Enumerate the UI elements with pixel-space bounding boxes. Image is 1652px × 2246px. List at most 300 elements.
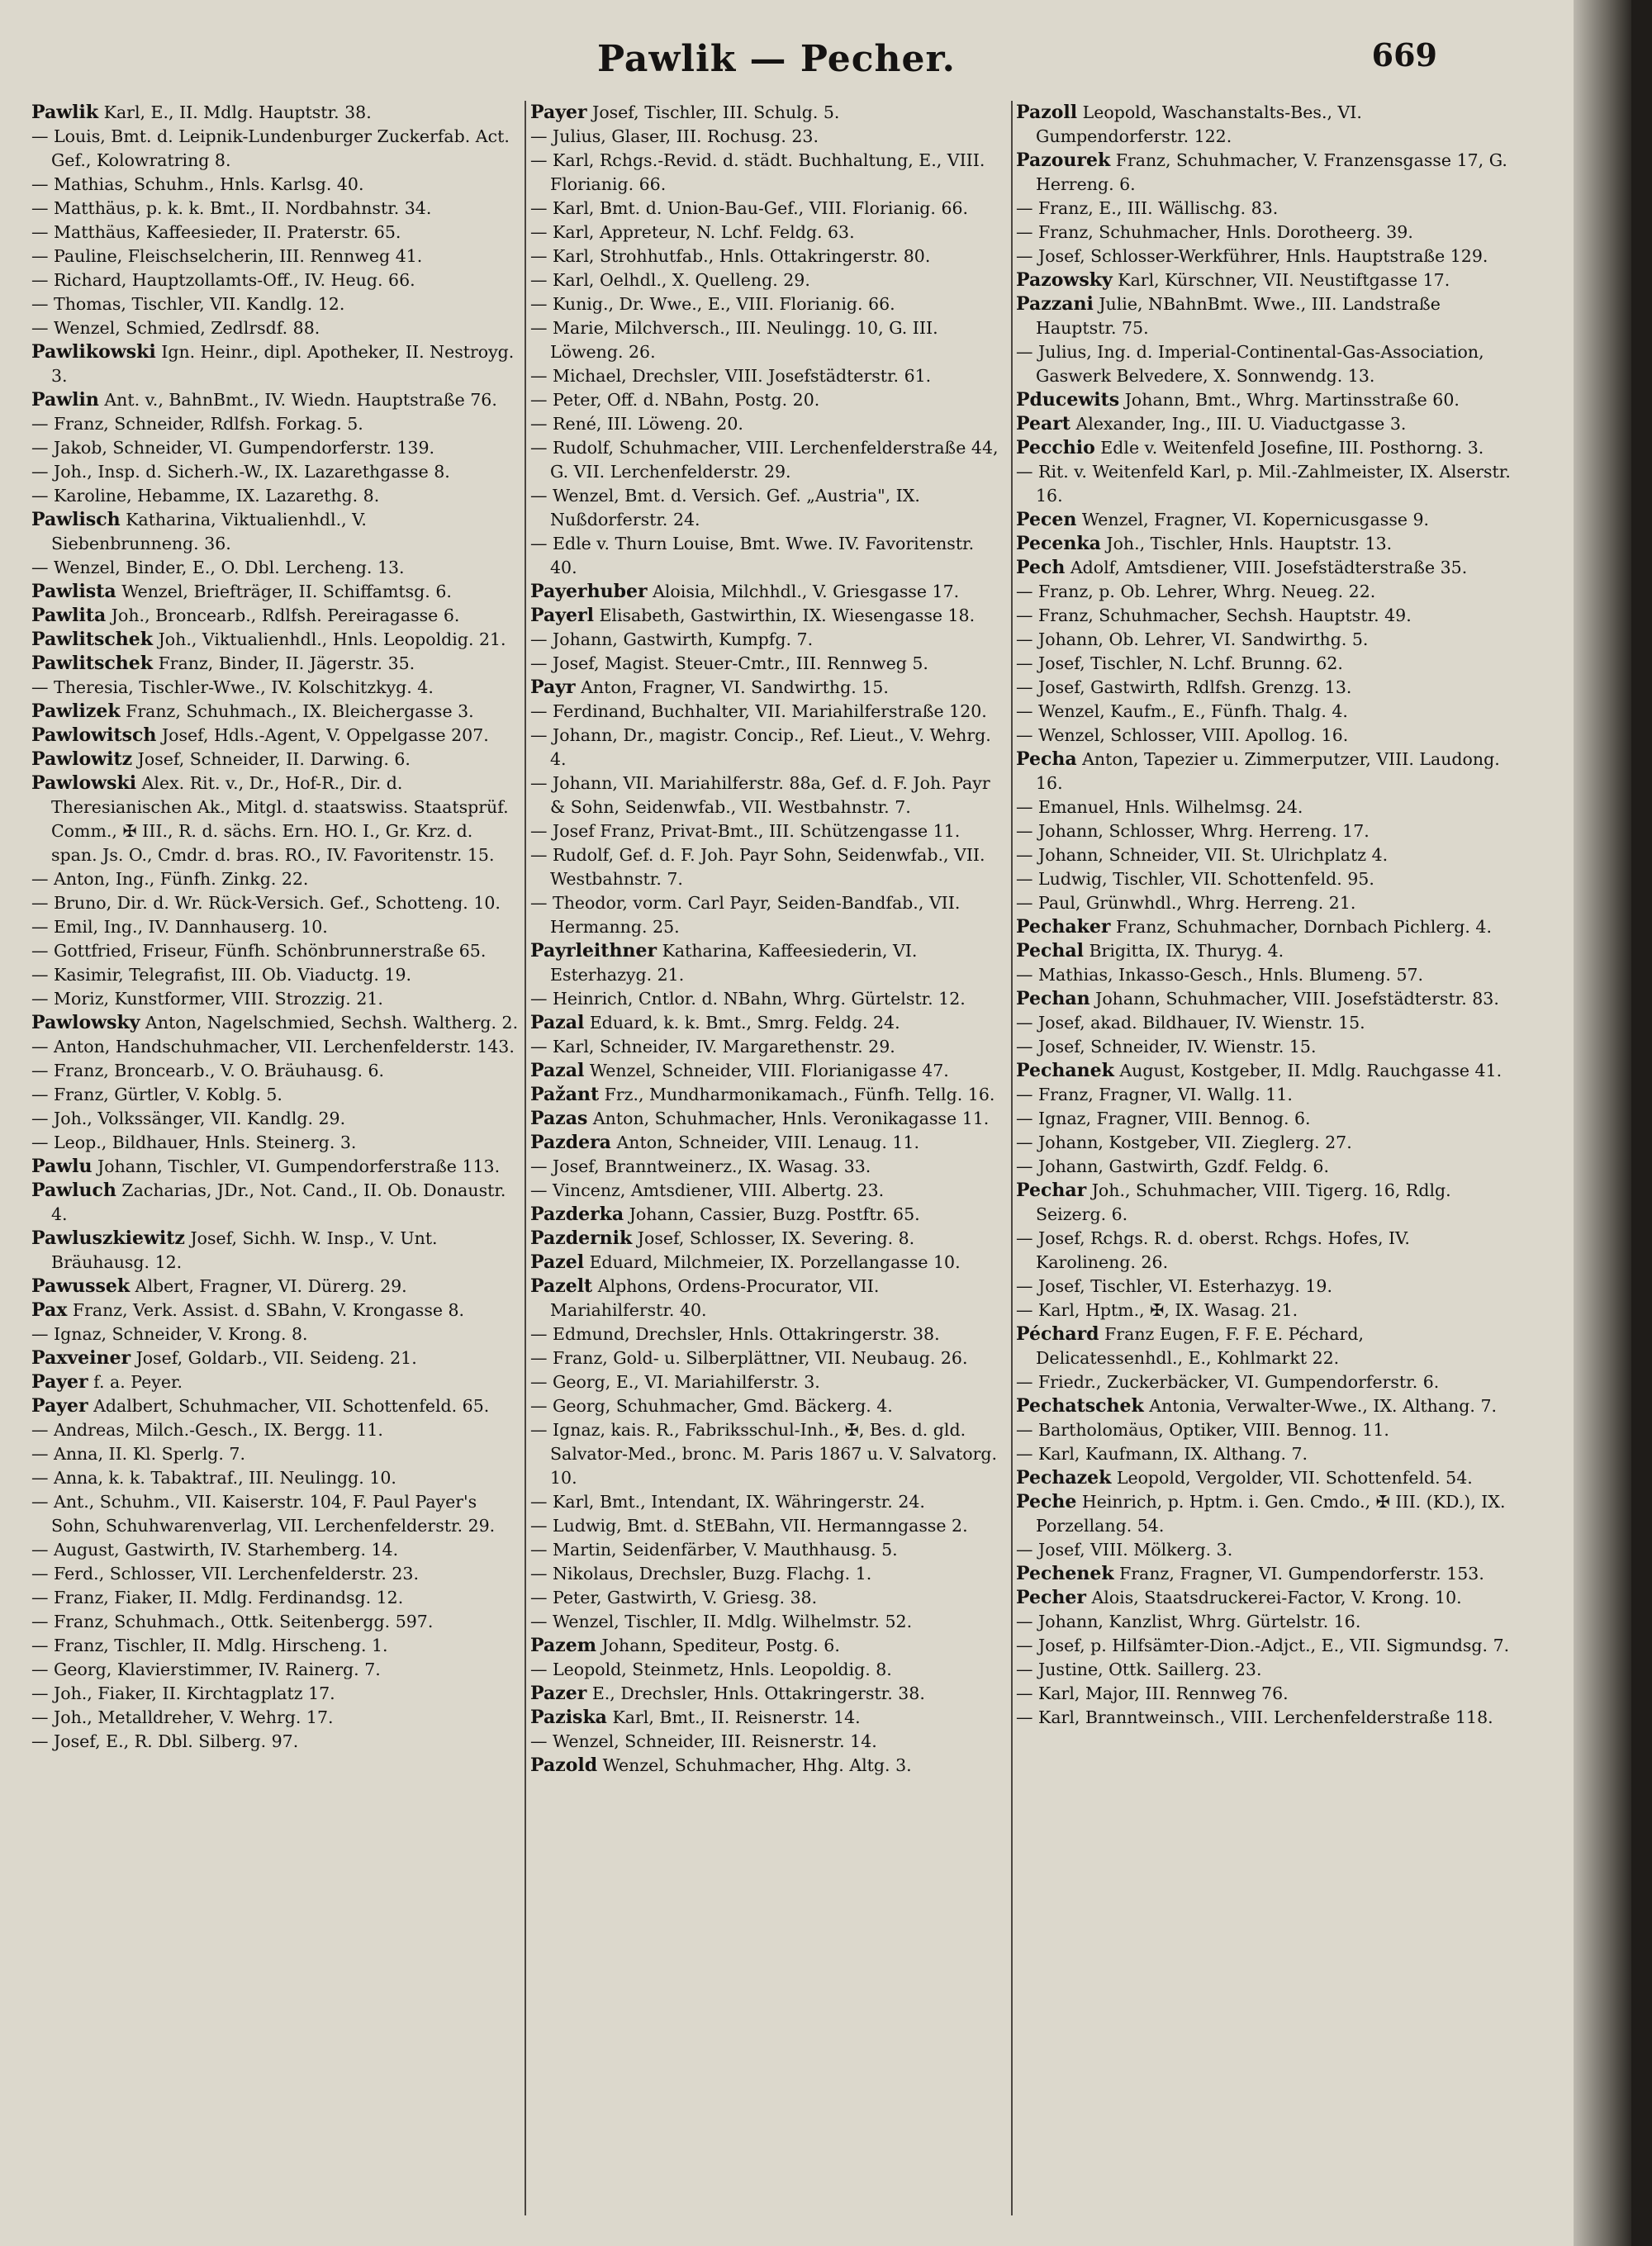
entry-details: — Karoline, Hebamme, IX. Lazarethg. 8. bbox=[31, 486, 380, 506]
directory-entry bbox=[1016, 1682, 1512, 1706]
entry-surname: Pazdernik bbox=[530, 1227, 633, 1249]
directory-entry bbox=[31, 1011, 519, 1035]
entry-details: — Mathias, Schuhm., Hnls. Karlsg. 40. bbox=[31, 174, 364, 194]
column-1 bbox=[31, 101, 519, 2232]
entry-details: — Karl, Bmt. d. Union-Bau-Gef., VIII. Florianig. 66. bbox=[530, 198, 969, 218]
directory-entry bbox=[31, 1107, 519, 1131]
directory-entry bbox=[31, 1634, 519, 1658]
column-2 bbox=[530, 101, 1006, 2232]
directory-entry bbox=[530, 221, 1006, 245]
directory-entry bbox=[530, 1658, 1006, 1682]
directory-entry bbox=[1016, 508, 1512, 532]
directory-entry bbox=[530, 245, 1006, 268]
directory-entry bbox=[1016, 891, 1512, 915]
entry-details: Katharina, Viktualienhdl., V. Siebenbrunneng. 36. bbox=[51, 510, 367, 553]
entry-details: — Paul, Grünwhdl., Whrg. Herreng. 21. bbox=[1016, 893, 1356, 913]
entry-surname: Pawlizek bbox=[31, 700, 121, 722]
entry-details: — Karl, Bmt., Intendant, IX. Währingerstr. 24. bbox=[530, 1492, 925, 1512]
directory-entry bbox=[31, 1562, 519, 1586]
directory-entry bbox=[1016, 149, 1512, 197]
directory-entry bbox=[1016, 1538, 1512, 1562]
directory-entry bbox=[31, 1299, 519, 1322]
entry-details: Antonia, Verwalter-Wwe., IX. Althang. 7. bbox=[1143, 1396, 1498, 1416]
entry-surname: Pazal bbox=[530, 1012, 585, 1033]
directory-entry bbox=[1016, 724, 1512, 748]
entry-surname: Pažant bbox=[530, 1084, 600, 1105]
directory-entry bbox=[530, 1131, 1006, 1155]
entry-details: — Karl, Strohhutfab., Hnls. Ottakringerstr. 80. bbox=[530, 246, 931, 266]
directory-entry bbox=[530, 388, 1006, 412]
directory-entry bbox=[31, 101, 519, 125]
entry-surname: Pecha bbox=[1016, 748, 1077, 770]
directory-entry bbox=[530, 1754, 1006, 1778]
directory-entry bbox=[31, 1346, 519, 1370]
entry-details: Wenzel, Fragner, VI. Kopernicusgasse 9. bbox=[1076, 510, 1430, 529]
entry-details: — Martin, Seidenfärber, V. Mauthhausg. 5. bbox=[530, 1540, 898, 1560]
directory-entry bbox=[1016, 652, 1512, 676]
directory-entry bbox=[31, 1658, 519, 1682]
entry-surname: Péchard bbox=[1016, 1323, 1099, 1345]
entry-details: — Wenzel, Schneider, III. Reisnerstr. 14. bbox=[530, 1731, 877, 1751]
entry-details: Wenzel, Briefträger, II. Schiffamtsg. 6. bbox=[116, 582, 452, 601]
entry-details: — Johann, Schlosser, Whrg. Herreng. 17. bbox=[1016, 821, 1370, 841]
entry-details: — Franz, Schuhmacher, Hnls. Dorotheerg. 39. bbox=[1016, 222, 1413, 242]
directory-entry bbox=[530, 1394, 1006, 1418]
entry-details: — Ferdinand, Buchhalter, VII. Mariahilferstraße 120. bbox=[530, 701, 987, 721]
entry-details: — Joh., Metalldreher, V. Wehrg. 17. bbox=[31, 1707, 334, 1727]
entry-details: — Ant., Schuhm., VII. Kaiserstr. 104, F. Paul Payer's Sohn, Schuhwarenverlag, VII. Lerchenfelderstr. 29. bbox=[31, 1492, 496, 1536]
directory-entry bbox=[31, 1466, 519, 1490]
directory-entry bbox=[1016, 795, 1512, 819]
entry-details: — Johann, Kanzlist, Whrg. Gürtelstr. 16. bbox=[1016, 1612, 1361, 1631]
directory-entry bbox=[31, 700, 519, 724]
directory-entry bbox=[31, 676, 519, 700]
entry-surname: Pawlitschek bbox=[31, 629, 154, 650]
directory-entry bbox=[530, 532, 1006, 580]
entry-details: — Nikolaus, Drechsler, Buzg. Flachg. 1. bbox=[530, 1564, 872, 1584]
entry-surname: Pazelt bbox=[530, 1275, 593, 1297]
directory-entry bbox=[530, 412, 1006, 436]
entry-surname: Payerhuber bbox=[530, 581, 648, 602]
entry-details: Josef, Goldarb., VII. Seideng. 21. bbox=[131, 1348, 417, 1368]
entry-details: Adalbert, Schuhmacher, VII. Schottenfeld. 65. bbox=[88, 1396, 490, 1416]
entry-surname: Pawluch bbox=[31, 1180, 116, 1201]
directory-entry bbox=[530, 676, 1006, 700]
directory-entry bbox=[1016, 843, 1512, 867]
directory-entry bbox=[31, 604, 519, 628]
entry-surname: Pazold bbox=[530, 1755, 598, 1776]
entry-surname: Pechan bbox=[1016, 988, 1090, 1009]
directory-entry bbox=[530, 364, 1006, 388]
directory-entry bbox=[31, 891, 519, 915]
entry-details: — Wenzel, Schmied, Zedlrsdf. 88. bbox=[31, 318, 320, 338]
entry-details: — Johann, Schneider, VII. St. Ulrichplatz 4. bbox=[1016, 845, 1389, 865]
entry-details: Franz, Schuhmach., IX. Bleichergasse 3. bbox=[120, 701, 474, 721]
entry-surname: Pech bbox=[1016, 557, 1066, 578]
directory-entry bbox=[1016, 556, 1512, 580]
entry-surname: Pawlista bbox=[31, 581, 116, 602]
entry-surname: Pazderka bbox=[530, 1204, 624, 1225]
entry-details: — Georg, E., VI. Mariahilferstr. 3. bbox=[530, 1372, 820, 1392]
directory-entry bbox=[1016, 915, 1512, 939]
entry-surname: Pawlisch bbox=[31, 509, 121, 530]
entry-surname: Pazoll bbox=[1016, 102, 1078, 123]
entry-surname: Payer bbox=[31, 1371, 88, 1393]
directory-entry bbox=[1016, 1466, 1512, 1490]
directory-entry bbox=[31, 173, 519, 197]
directory-entry bbox=[31, 197, 519, 221]
entry-details: — Johann, Kostgeber, VII. Zieglerg. 27. bbox=[1016, 1132, 1352, 1152]
entry-surname: Pazer bbox=[530, 1683, 587, 1704]
directory-entry bbox=[530, 604, 1006, 628]
entry-details: Johann, Spediteur, Postg. 6. bbox=[596, 1636, 840, 1655]
entry-details: August, Kostgeber, II. Mdlg. Rauchgasse 41. bbox=[1113, 1061, 1502, 1080]
directory-entry bbox=[530, 1634, 1006, 1658]
entry-details: Karl, E., II. Mdlg. Hauptstr. 38. bbox=[98, 102, 372, 122]
entry-details: — Michael, Drechsler, VIII. Josefstädterstr. 61. bbox=[530, 366, 932, 386]
directory-entry bbox=[1016, 436, 1512, 460]
entry-surname: Pawlowsky bbox=[31, 1012, 140, 1033]
entry-surname: Pecen bbox=[1016, 509, 1077, 530]
column-3 bbox=[1016, 101, 1512, 2232]
directory-entry bbox=[530, 580, 1006, 604]
directory-entry bbox=[530, 1370, 1006, 1394]
directory-entry bbox=[1016, 221, 1512, 245]
entry-details: Josef, Sichh. W. Insp., V. Unt. Bräuhausg. 12. bbox=[51, 1228, 438, 1272]
directory-entry bbox=[530, 1538, 1006, 1562]
entry-details: Johann, Tischler, VI. Gumpendorferstraße 113. bbox=[92, 1156, 501, 1176]
entry-details: — Richard, Hauptzollamts-Off., IV. Heug. 66. bbox=[31, 270, 415, 290]
entry-details: Anton, Nagelschmied, Sechsh. Waltherg. 2. bbox=[140, 1013, 519, 1033]
entry-surname: Pawlik bbox=[31, 102, 99, 123]
directory-entry bbox=[31, 1490, 519, 1538]
directory-entry bbox=[1016, 1490, 1512, 1538]
entry-details: Albert, Fragner, VI. Dürerg. 29. bbox=[130, 1276, 407, 1296]
entry-details: — Franz, Schuhmach., Ottk. Seitenbergg. 597. bbox=[31, 1612, 434, 1631]
directory-entry bbox=[1016, 1179, 1512, 1227]
entry-details: E., Drechsler, Hnls. Ottakringerstr. 38. bbox=[586, 1683, 925, 1703]
entry-details: — Josef, Tischler, N. Lchf. Brunng. 62. bbox=[1016, 653, 1343, 673]
entry-details: — Franz, Gold- u. Silberplättner, VII. Neubaug. 26. bbox=[530, 1348, 968, 1368]
entry-details: Johann, Bmt., Whrg. Martinsstraße 60. bbox=[1119, 390, 1460, 410]
entry-details: — Josef, E., R. Dbl. Silberg. 97. bbox=[31, 1731, 299, 1751]
entry-details: Katharina, Kaffeesiederin, VI. Esterhazyg. 21. bbox=[550, 941, 918, 985]
directory-entry bbox=[1016, 628, 1512, 652]
entry-details: Franz, Binder, II. Jägerstr. 35. bbox=[153, 653, 415, 673]
entry-details: Karl, Bmt., II. Reisnerstr. 14. bbox=[606, 1707, 861, 1727]
entry-details: — Matthäus, Kaffeesieder, II. Praterstr. 65. bbox=[31, 222, 401, 242]
entry-details: — Joh., Insp. d. Sicherh.-W., IX. Lazarethgasse 8. bbox=[31, 462, 450, 482]
directory-entry bbox=[31, 748, 519, 772]
directory-entry bbox=[1016, 1418, 1512, 1442]
directory-entry bbox=[530, 1706, 1006, 1730]
entry-details: — Rudolf, Schuhmacher, VIII. Lerchenfelderstraße 44, G. VII. Lerchenfelderstr. 29. bbox=[530, 438, 999, 482]
entry-details: f. a. Peyer. bbox=[88, 1372, 183, 1392]
entry-details: — Anna, k. k. Tabaktraf., III. Neulingg. 10. bbox=[31, 1468, 396, 1488]
entry-details: — Theodor, vorm. Carl Payr, Seiden-Bandfab., VII. Hermanng. 25. bbox=[530, 893, 961, 937]
directory-entry bbox=[530, 1275, 1006, 1322]
entry-details: Edle v. Weitenfeld Josefine, III. Posthorng. 3. bbox=[1094, 438, 1484, 458]
directory-entry bbox=[530, 724, 1006, 772]
directory-entry bbox=[1016, 963, 1512, 987]
directory-entry bbox=[1016, 1394, 1512, 1418]
entry-surname: Pawlita bbox=[31, 605, 107, 626]
entry-details: — Wenzel, Kaufm., E., Fünfh. Thalg. 4. bbox=[1016, 701, 1348, 721]
directory-entry bbox=[1016, 1370, 1512, 1394]
entry-surname: Pechal bbox=[1016, 940, 1084, 962]
entry-details: Josef, Schneider, II. Darwing. 6. bbox=[132, 749, 411, 769]
directory-entry bbox=[530, 1682, 1006, 1706]
entry-details: — Wenzel, Binder, E., O. Dbl. Lercheng. 13. bbox=[31, 558, 405, 577]
directory-entry bbox=[530, 484, 1006, 532]
directory-entry bbox=[530, 1035, 1006, 1059]
entry-surname: Pazzani bbox=[1016, 293, 1094, 315]
directory-entry bbox=[530, 772, 1006, 819]
entry-details: Josef, Hdls.-Agent, V. Oppelgasse 207. bbox=[156, 725, 489, 745]
directory-entry bbox=[1016, 1299, 1512, 1322]
directory-entry bbox=[530, 1514, 1006, 1538]
entry-details: Franz, Fragner, VI. Gumpendorferstr. 153. bbox=[1113, 1564, 1484, 1584]
entry-details: — Bruno, Dir. d. Wr. Rück-Versich. Gef., Schotteng. 10. bbox=[31, 893, 501, 913]
entry-details: — Theresia, Tischler-Wwe., IV. Kolschitzkyg. 4. bbox=[31, 677, 434, 697]
entry-details: Anton, Schneider, VIII. Lenaug. 11. bbox=[610, 1132, 919, 1152]
entry-details: Alphons, Ordens-Procurator, VII. Mariahilferstr. 40. bbox=[550, 1276, 880, 1320]
entry-details: Julie, NBahnBmt. Wwe., III. Landstraße Hauptstr. 75. bbox=[1036, 294, 1441, 338]
entry-details: Brigitta, IX. Thuryg. 4. bbox=[1083, 941, 1284, 961]
directory-entry bbox=[530, 1251, 1006, 1275]
directory-entry bbox=[530, 1490, 1006, 1514]
entry-surname: Payer bbox=[530, 102, 587, 123]
entry-details: Josef, Schlosser, IX. Severing. 8. bbox=[632, 1228, 915, 1248]
entry-details: — Marie, Milchversch., III. Neulingg. 10, G. III. Löweng. 26. bbox=[530, 318, 938, 362]
directory-entry bbox=[530, 1586, 1006, 1610]
directory-entry bbox=[530, 1227, 1006, 1251]
directory-entry bbox=[530, 1610, 1006, 1634]
entry-surname: Pechanek bbox=[1016, 1060, 1114, 1081]
entry-details: — Karl, Schneider, IV. Margarethenstr. 29. bbox=[530, 1037, 895, 1057]
entry-surname: Pawussek bbox=[31, 1275, 131, 1297]
directory-entry bbox=[31, 268, 519, 292]
directory-entry bbox=[530, 1730, 1006, 1754]
entry-details: — Josef, akad. Bildhauer, IV. Wienstr. 15. bbox=[1016, 1013, 1365, 1033]
entry-surname: Pazas bbox=[530, 1108, 588, 1129]
entry-details: — Leopold, Steinmetz, Hnls. Leopoldig. 8. bbox=[530, 1660, 892, 1679]
entry-details: — Johann, VII. Mariahilferstr. 88a, Gef. d. F. Joh. Payr & Sohn, Seidenwfab., VII. Westbahnstr. 7. bbox=[530, 773, 990, 817]
entry-details: — Johann, Dr., magistr. Concip., Ref. Lieut., V. Wehrg. 4. bbox=[530, 725, 991, 769]
directory-entry bbox=[530, 268, 1006, 292]
entry-details: Leopold, Waschanstalts-Bes., VI. Gumpendorferstr. 122. bbox=[1036, 102, 1362, 146]
directory-entry bbox=[31, 963, 519, 987]
entry-details: Elisabeth, Gastwirthin, IX. Wiesengasse 18. bbox=[593, 605, 976, 625]
directory-entry bbox=[530, 819, 1006, 843]
entry-surname: Pechenek bbox=[1016, 1563, 1114, 1584]
entry-details: — Josef, p. Hilfsämter-Dion.-Adjct., E., VII. Sigmundsg. 7. bbox=[1016, 1636, 1510, 1655]
directory-entry bbox=[530, 1179, 1006, 1203]
directory-entry bbox=[530, 101, 1006, 125]
entry-details: — Heinrich, Cntlor. d. NBahn, Whrg. Gürtelstr. 12. bbox=[530, 989, 966, 1009]
directory-entry bbox=[530, 1346, 1006, 1370]
directory-entry bbox=[31, 1610, 519, 1634]
entry-surname: Pawlu bbox=[31, 1156, 93, 1177]
entry-details: — Edle v. Thurn Louise, Bmt. Wwe. IV. Favoritenstr. 40. bbox=[530, 534, 975, 577]
entry-details: — Pauline, Fleischselcherin, III. Rennweg 41. bbox=[31, 246, 423, 266]
entry-details: — Vincenz, Amtsdiener, VIII. Albertg. 23. bbox=[530, 1180, 885, 1200]
directory-entry bbox=[31, 1394, 519, 1418]
directory-entry bbox=[1016, 1610, 1512, 1634]
directory-entry bbox=[530, 292, 1006, 316]
entry-details: — Franz, Fiaker, II. Mdlg. Ferdinandsg. 12. bbox=[31, 1588, 404, 1607]
directory-entry bbox=[31, 1442, 519, 1466]
running-head: Pawlik — Pecher. bbox=[597, 38, 956, 80]
entry-details: — René, III. Löweng. 20. bbox=[530, 414, 743, 434]
directory-entry bbox=[31, 1059, 519, 1083]
directory-entry bbox=[1016, 101, 1512, 149]
directory-entry bbox=[1016, 867, 1512, 891]
directory-entry bbox=[1016, 388, 1512, 412]
entry-details: — Gottfried, Friseur, Fünfh. Schönbrunnerstraße 65. bbox=[31, 941, 487, 961]
directory-entry bbox=[1016, 1131, 1512, 1155]
directory-entry bbox=[31, 939, 519, 963]
directory-entry bbox=[530, 1083, 1006, 1107]
entry-surname: Pazdera bbox=[530, 1132, 611, 1153]
entry-details: — Karl, Oelhdl., X. Quelleng. 29. bbox=[530, 270, 810, 290]
entry-details: — Josef Franz, Privat-Bmt., III. Schützengasse 11. bbox=[530, 821, 961, 841]
entry-details: Alex. Rit. v., Dr., Hof-R., Dir. d. Theresianischen Ak., Mitgl. d. staatswiss. Staatsprüf. Comm., ✠ III., R. d. sächs. Ern. HO. I., Gr. Krz. d. span. Js. O., Cmdr. d. bras. RO., IV. Favoritenstr. 15. bbox=[51, 773, 509, 865]
directory-entry bbox=[31, 1035, 519, 1059]
entry-surname: Pechatschek bbox=[1016, 1395, 1144, 1417]
directory-entry bbox=[530, 891, 1006, 939]
column-divider bbox=[525, 101, 526, 2215]
entry-details: — Ignaz, kais. R., Fabriksschul-Inh., ✠, Bes. d. gld. Salvator-Med., bronc. M. Paris 1867 u. V. Salvatorg. 10. bbox=[530, 1420, 998, 1488]
directory-entry bbox=[1016, 1083, 1512, 1107]
directory-entry bbox=[31, 628, 519, 652]
directory-entry bbox=[1016, 292, 1512, 340]
entry-details: — Peter, Off. d. NBahn, Postg. 20. bbox=[530, 390, 820, 410]
directory-entry bbox=[31, 772, 519, 867]
directory-entry bbox=[1016, 819, 1512, 843]
entry-details: — Kasimir, Telegrafist, III. Ob. Viaductg. 19. bbox=[31, 965, 412, 985]
directory-entry bbox=[1016, 939, 1512, 963]
entry-details: Joh., Viktualienhdl., Hnls. Leopoldig. 21. bbox=[153, 629, 506, 649]
entry-details: — Matthäus, p. k. k. Bmt., II. Nordbahnstr. 34. bbox=[31, 198, 432, 218]
column-divider bbox=[1011, 101, 1013, 2215]
book-edge bbox=[1631, 0, 1652, 2246]
directory-entry bbox=[1016, 1586, 1512, 1610]
directory-entry bbox=[1016, 1706, 1512, 1730]
entry-details: — Ludwig, Tischler, VII. Schottenfeld. 95. bbox=[1016, 869, 1374, 889]
entry-details: — Franz, Fragner, VI. Wallg. 11. bbox=[1016, 1085, 1293, 1104]
directory-entry bbox=[530, 436, 1006, 484]
directory-entry bbox=[1016, 245, 1512, 268]
entry-details: — Franz, Tischler, II. Mdlg. Hirscheng. 1. bbox=[31, 1636, 388, 1655]
page-number: 669 bbox=[1371, 36, 1437, 74]
entry-details: — Andreas, Milch.-Gesch., IX. Bergg. 11. bbox=[31, 1420, 383, 1440]
entry-details: Joh., Broncearb., Rdlfsh. Pereiragasse 6. bbox=[106, 605, 460, 625]
directory-entry bbox=[31, 292, 519, 316]
directory-entry bbox=[1016, 1011, 1512, 1035]
entry-surname: Paxveiner bbox=[31, 1347, 131, 1369]
directory-entry bbox=[1016, 676, 1512, 700]
entry-details: Alexander, Ing., III. U. Viaductgasse 3. bbox=[1070, 414, 1407, 434]
entry-details: — Karl, Branntweinsch., VIII. Lerchenfelderstraße 118. bbox=[1016, 1707, 1493, 1727]
directory-entry bbox=[31, 412, 519, 436]
directory-entry bbox=[530, 628, 1006, 652]
directory-entry bbox=[1016, 748, 1512, 795]
directory-entry bbox=[530, 1155, 1006, 1179]
directory-entry bbox=[1016, 532, 1512, 556]
entry-surname: Payerl bbox=[530, 605, 594, 626]
entry-surname: Pecher bbox=[1016, 1587, 1086, 1608]
directory-entry bbox=[31, 1083, 519, 1107]
entry-surname: Pechazek bbox=[1016, 1467, 1112, 1489]
entry-details: Franz Eugen, F. F. E. Péchard, Delicatessenhdl., E., Kohlmarkt 22. bbox=[1036, 1324, 1364, 1368]
entry-surname: Payrleithner bbox=[530, 940, 657, 962]
entry-surname: Pecenka bbox=[1016, 533, 1101, 554]
directory-entry bbox=[31, 340, 519, 388]
entry-details: — Josef, Schneider, IV. Wienstr. 15. bbox=[1016, 1037, 1317, 1057]
directory-entry bbox=[1016, 987, 1512, 1011]
directory-entry bbox=[31, 1682, 519, 1706]
directory-entry bbox=[31, 1227, 519, 1275]
directory-entry bbox=[1016, 1322, 1512, 1370]
entry-surname: Pecchio bbox=[1016, 437, 1095, 458]
entry-details: Johann, Cassier, Buzg. Postftr. 65. bbox=[624, 1204, 920, 1224]
entry-surname: Pawlitschek bbox=[31, 653, 154, 674]
entry-details: — Karl, Hptm., ✠, IX. Wasag. 21. bbox=[1016, 1300, 1298, 1320]
directory-entry bbox=[1016, 1107, 1512, 1131]
entry-details: — Ignaz, Fragner, VIII. Bennog. 6. bbox=[1016, 1109, 1311, 1128]
directory-entry bbox=[31, 1370, 519, 1394]
entry-details: Eduard, Milchmeier, IX. Porzellangasse 10. bbox=[584, 1252, 961, 1272]
entry-surname: Paziska bbox=[530, 1707, 607, 1728]
entry-details: — Georg, Schuhmacher, Gmd. Bäckerg. 4. bbox=[530, 1396, 893, 1416]
entry-details: — Josef, Schlosser-Werkführer, Hnls. Hauptstraße 129. bbox=[1016, 246, 1488, 266]
entry-details: — Johann, Ob. Lehrer, VI. Sandwirthg. 5. bbox=[1016, 629, 1369, 649]
directory-entry bbox=[31, 867, 519, 891]
directory-entry bbox=[1016, 460, 1512, 508]
entry-details: Josef, Tischler, III. Schulg. 5. bbox=[586, 102, 840, 122]
entry-surname: Pazem bbox=[530, 1635, 596, 1656]
directory-entry bbox=[31, 245, 519, 268]
entry-surname: Pazal bbox=[530, 1060, 585, 1081]
directory-entry bbox=[31, 316, 519, 340]
entry-details: — Karl, Major, III. Rennweg 76. bbox=[1016, 1683, 1289, 1703]
entry-details: — Anton, Ing., Fünfh. Zinkg. 22. bbox=[31, 869, 309, 889]
entry-details: Franz, Verk. Assist. d. SBahn, V. Krongasse 8. bbox=[67, 1300, 465, 1320]
entry-details: — Edmund, Drechsler, Hnls. Ottakringerstr. 38. bbox=[530, 1324, 940, 1344]
directory-entry bbox=[31, 652, 519, 676]
entry-details: — Karl, Appreteur, N. Lchf. Feldg. 63. bbox=[530, 222, 855, 242]
entry-surname: Pechar bbox=[1016, 1180, 1087, 1201]
entry-details: Frz., Mundharmonikamach., Fünfh. Tellg. 16. bbox=[599, 1085, 995, 1104]
entry-details: — Julius, Glaser, III. Rochusg. 23. bbox=[530, 126, 819, 146]
entry-details: — Wenzel, Tischler, II. Mdlg. Wilhelmstr. 52. bbox=[530, 1612, 913, 1631]
directory-entry bbox=[1016, 604, 1512, 628]
entry-details: — Anton, Handschuhmacher, VII. Lerchenfelderstr. 143. bbox=[31, 1037, 515, 1057]
entry-details: — Rudolf, Gef. d. F. Joh. Payr Sohn, Seidenwfab., VII. Westbahnstr. 7. bbox=[530, 845, 985, 889]
directory-entry bbox=[31, 1418, 519, 1442]
directory-entry bbox=[530, 1562, 1006, 1586]
directory-entry bbox=[530, 1418, 1006, 1490]
entry-surname: Pawlowski bbox=[31, 772, 137, 794]
directory-entry bbox=[1016, 1634, 1512, 1658]
directory-entry bbox=[1016, 1227, 1512, 1275]
directory-entry bbox=[1016, 1658, 1512, 1682]
entry-details: — Kunig., Dr. Wwe., E., VIII. Florianig. 66. bbox=[530, 294, 895, 314]
directory-entry bbox=[31, 436, 519, 460]
entry-details: Heinrich, p. Hptm. i. Gen. Cmdo., ✠ III. (KD.), IX. Porzellang. 54. bbox=[1036, 1492, 1506, 1536]
entry-details: Anton, Tapezier u. Zimmerputzer, VIII. Laudong. 16. bbox=[1036, 749, 1500, 793]
